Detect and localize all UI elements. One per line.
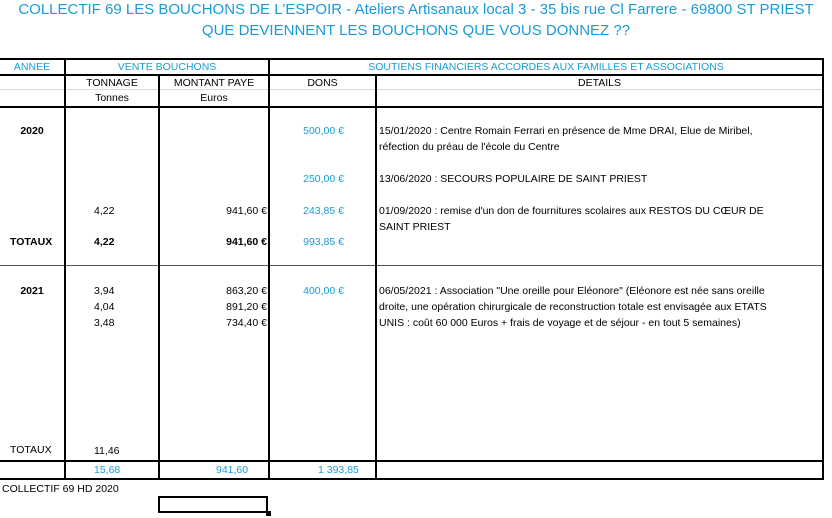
col-border-tonnage [158,74,160,480]
tonnage-2021-1: 3,94 [94,285,115,297]
don-2020-1: 500,00 € [303,125,344,137]
detail-line: SAINT PRIEST [379,221,451,233]
montant-2020: 941,60 € [226,205,267,217]
grand-total-tonnage: 15,68 [94,464,121,476]
col-header-annee: ANNEE [13,61,51,73]
col-header-euros: Euros [200,92,228,104]
col-header-vente: VENTE BOUCHONS [117,61,217,73]
grand-total-montant: 941,60 [216,464,249,476]
grand-total-divider [0,460,824,462]
detail-line: UNIS : coût 60 000 Euros + frais de voyage et de séjour - en tout 5 semaines) [379,317,741,329]
tonnage-2021-3: 3,48 [94,317,115,329]
col-header-tonnage: TONNAGE [86,77,138,89]
detail-2021-1 [379,283,829,331]
detail-2020-2 [379,171,829,187]
col-border-left [64,58,66,480]
footer-note: COLLECTIF 69 HD 2020 [2,483,119,495]
selected-cell[interactable] [158,496,268,513]
detail-2020-1 [379,123,829,155]
header-address: COLLECTIF 69 LES BOUCHONS DE L'ESPOIR - Ateliers Artisanaux local 3 - 35 bis rue Cl Farrere - 69800 ST PRIEST [18,1,814,18]
header-question: QUE DEVIENNENT LES BOUCHONS QUE VOUS DONNEZ ?? [201,22,631,39]
fill-handle[interactable] [266,511,271,516]
section-divider-2020 [0,265,824,266]
detail-line: droite, une opération chirurgicale de reconstruction totale est envisagée aux ETATS [379,301,767,313]
totaux-2020-tonnage: 4,22 [94,236,115,248]
tonnage-2020: 4,22 [94,205,115,217]
don-2020-3: 243,85 € [303,205,344,217]
montant-2021-3: 734,40 € [226,317,267,329]
table-bottom-border [0,478,824,480]
col-header-dons: DONS [307,77,338,89]
col-header-details: DETAILS [578,77,621,89]
totaux-2020-dons: 993,85 € [303,236,344,248]
col-header-soutiens: SOUTIENS FINANCIERS ACCORDES AUX FAMILLES ET ASSOCIATIONS [368,61,724,73]
montant-2021-2: 891,20 € [226,301,267,313]
detail-line: 01/09/2020 : remise d'un don de fournitures scolaires aux RESTOS DU CŒUR DE [379,205,764,217]
col-border-montant [268,58,270,480]
year-2021: 2021 [20,285,44,297]
detail-2020-3 [379,203,829,235]
don-2020-2: 250,00 € [303,173,344,185]
grand-total-dons: 1 393,85 [318,464,359,476]
don-2021-1: 400,00 € [303,285,344,297]
totaux-2021-tonnage: 11,46 [94,445,120,457]
col-border-right [822,58,824,480]
detail-line: 06/05/2021 : Association "Une oreille pour Eléonore" (Eléonore est née sans oreille [379,285,765,297]
year-2020: 2020 [20,125,44,137]
detail-line: réfection du préau de l'école du Centre [379,141,560,153]
totaux-2021-label: TOTAUX [10,444,52,456]
col-header-montant: MONTANT PAYE [173,77,255,89]
montant-2021-1: 863,20 € [226,285,267,297]
detail-line: 15/01/2020 : Centre Romain Ferrari en présence de Mme DRAI, Elue de Miribel, [379,125,753,137]
col-header-tonnes: Tonnes [95,92,129,104]
subheader-divider [0,106,824,108]
detail-line: 13/06/2020 : SECOURS POPULAIRE DE SAINT PRIEST [379,173,648,185]
totaux-2020-montant: 941,60 € [226,236,267,248]
totaux-2020-label: TOTAUX [10,236,53,248]
col-border-dons [375,74,377,480]
tonnage-2021-2: 4,04 [94,301,115,313]
